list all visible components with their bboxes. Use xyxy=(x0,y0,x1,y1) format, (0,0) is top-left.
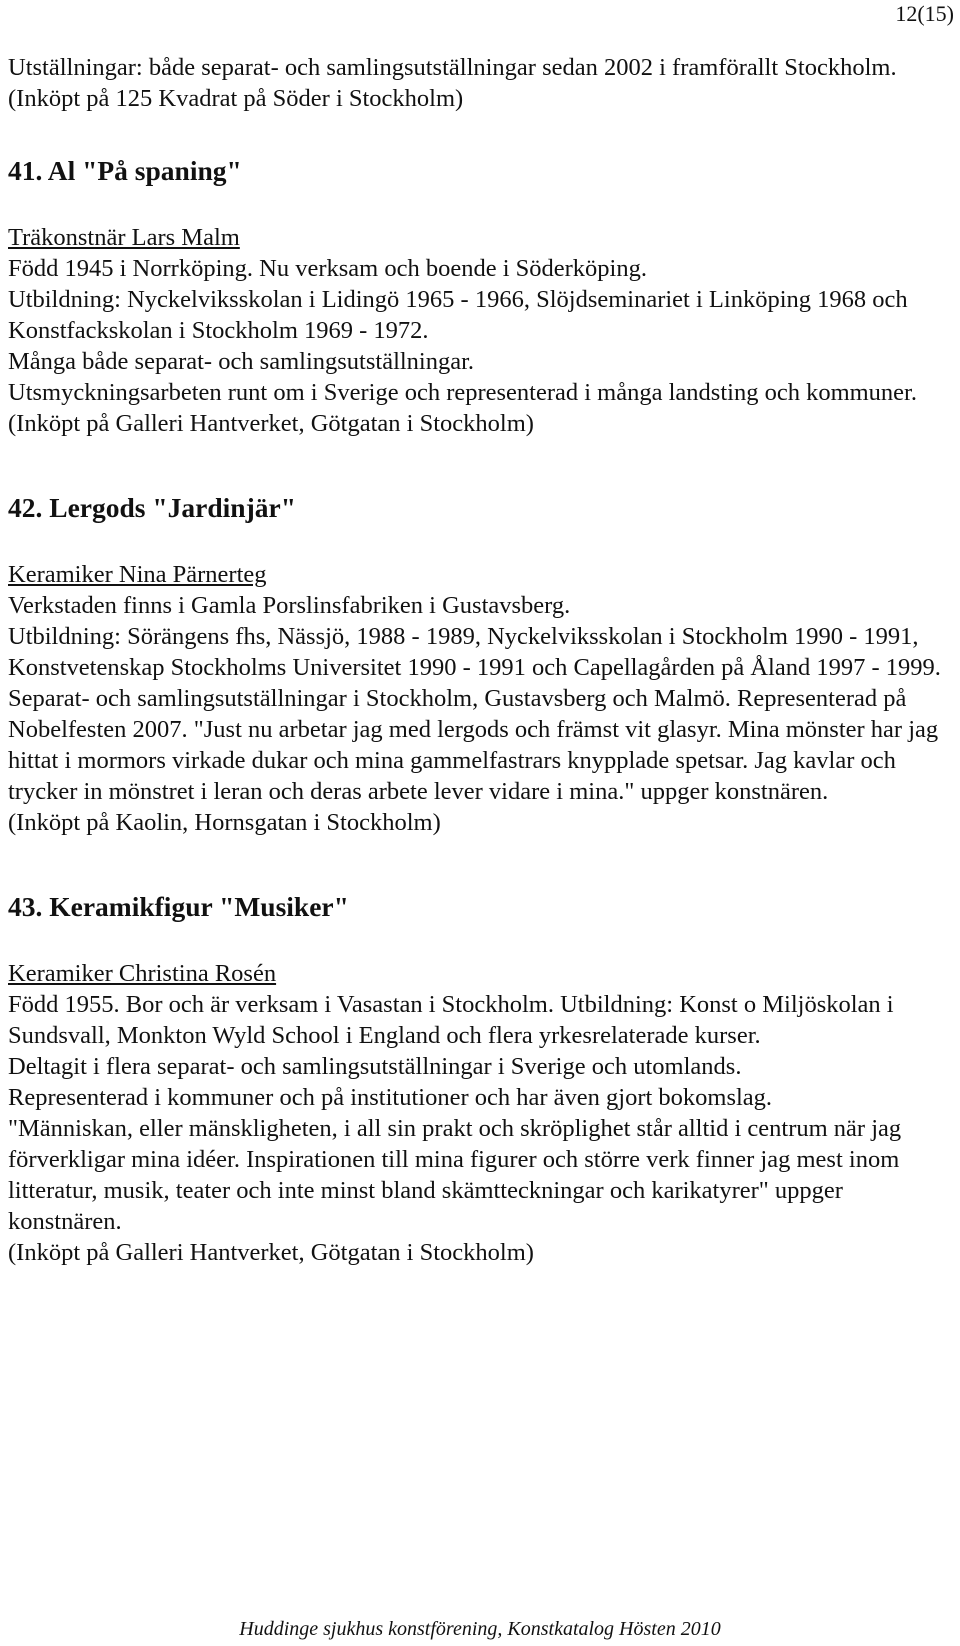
entry-title: 43. Keramikfigur "Musiker" xyxy=(8,891,349,922)
purchase-note: (Inköpt på Galleri Hantverket, Götgatan i Stockholm) xyxy=(8,410,534,437)
entry-title: 41. Al "På spaning" xyxy=(8,155,242,186)
page-footer: Huddinge sjukhus konstförening, Konstkatalog Hösten 2010 xyxy=(239,1618,721,1640)
intro-line: (Inköpt på 125 Kvadrat på Söder i Stockholm) xyxy=(8,85,464,112)
entry-paragraph: Deltagit i flera separat- och samlingsutställningar i Sverige och utomlands. xyxy=(8,1053,742,1080)
artist-name: Träkonstnär Lars Malm xyxy=(8,224,240,251)
entry-paragraph: Utbildning: Sörängens fhs, Nässjö, 1988 - 1989, Nyckelviksskolan i Stockholm 1990 - 1991, Konstvetenskap Stockholms Universitet 1990 - 1991 och Capellagården på Åland 1997 - 1999. Separat- och samlingsutställningar i Stockholm, Gustavsberg och Malmö. Representerad på Nobelfesten 2007. "Just nu arbetar jag med lergods och främst vit glasyr. Mina mönster har jag hittat i mormors virkade dukar och mina gammelfastrars knypplade spetsar. Jag kavlar och trycker in mönstret i leran och deras arbete lever vidare i mina." uppger konstnären. xyxy=(8,623,941,805)
page-number: 12(15) xyxy=(895,1,954,26)
entry-paragraph: Född 1955. Bor och är verksam i Vasastan i Stockholm. Utbildning: Konst o Miljöskolan i Sundsvall, Monkton Wyld School i England och flera yrkesrelaterade kurser. xyxy=(8,991,894,1049)
purchase-note: (Inköpt på Kaolin, Hornsgatan i Stockholm) xyxy=(8,809,441,836)
entry-paragraph: Född 1945 i Norrköping. Nu verksam och boende i Söderköping. xyxy=(8,255,647,282)
catalog-entry-43 xyxy=(8,890,958,1268)
catalog-entry-41 xyxy=(8,154,958,439)
purchase-note: (Inköpt på Galleri Hantverket, Götgatan i Stockholm) xyxy=(8,1239,534,1266)
catalog-entry-42 xyxy=(8,491,958,838)
entry-paragraph: Utbildning: Nyckelviksskolan i Lidingö 1965 - 1966, Slöjdseminariet i Linköping 1968 och Konstfackskolan i Stockholm 1969 - 1972. xyxy=(8,286,908,344)
catalog-content xyxy=(8,52,958,1268)
entry-paragraph: Utsmyckningsarbeten runt om i Sverige och representerad i många landsting och kommuner. xyxy=(8,379,917,406)
entry-paragraph: Representerad i kommuner och på institutioner och har även gjort bokomslag. xyxy=(8,1084,773,1111)
artist-name: Keramiker Nina Pärnerteg xyxy=(8,561,267,588)
entry-paragraph: Verkstaden finns i Gamla Porslinsfabriken i Gustavsberg. xyxy=(8,592,571,619)
entry-title: 42. Lergods "Jardinjär" xyxy=(8,492,296,523)
intro-line: Utställningar: både separat- och samlingsutställningar sedan 2002 i framförallt Stockholm. xyxy=(8,54,897,81)
entry-paragraph: Många både separat- och samlingsutställningar. xyxy=(8,348,475,375)
intro-section xyxy=(8,52,958,114)
entry-paragraph: "Människan, eller mänskligheten, i all sin prakt och skröplighet står alltid i centrum när jag förverkligar mina idéer. Inspirationen till mina figurer och större verk finner jag mest inom litteratur, musik, teater och inte minst bland skämtteckningar och karikatyrer" uppger konstnären. xyxy=(8,1115,902,1235)
artist-name: Keramiker Christina Rosén xyxy=(8,960,277,987)
